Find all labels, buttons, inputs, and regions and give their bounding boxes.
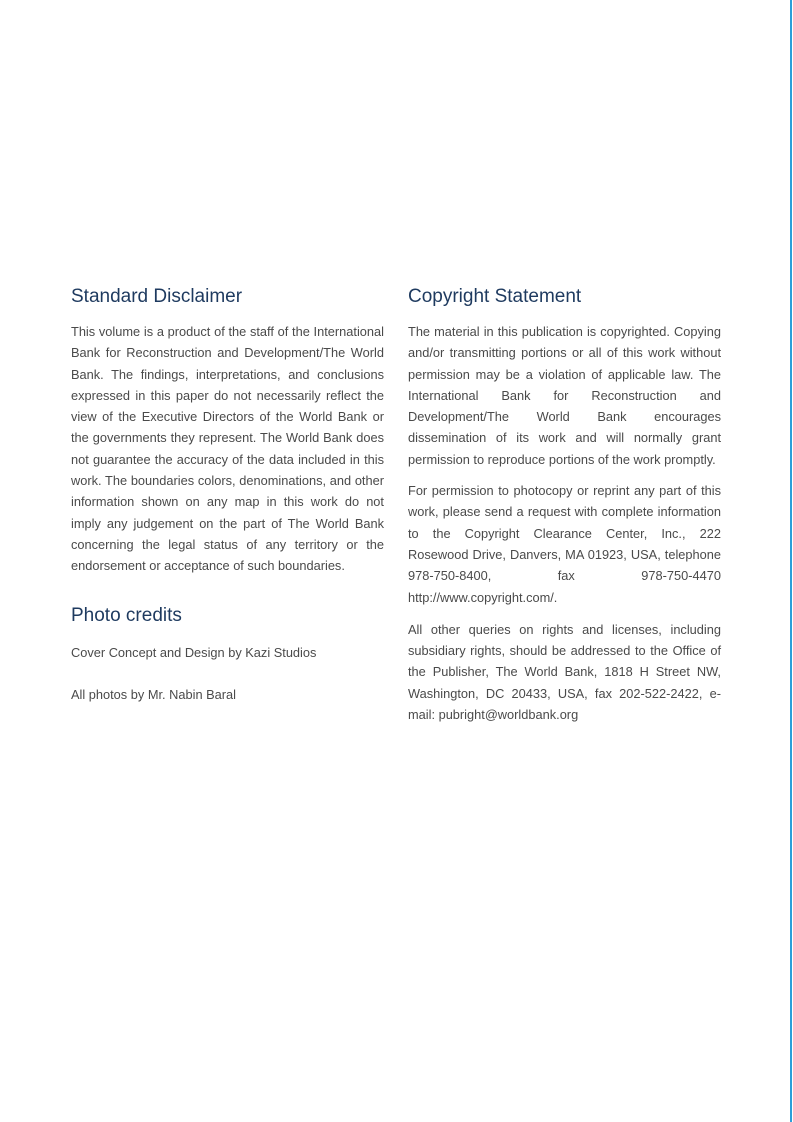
page-edge-rule — [790, 0, 792, 1122]
photo-credit-photos: All photos by Mr. Nabin Baral — [71, 686, 237, 702]
photo-credit-design: Cover Concept and Design by Kazi Studios — [71, 644, 317, 660]
right-column — [408, 284, 721, 725]
copyright-heading: Copyright Statement — [408, 286, 582, 307]
copyright-paragraph-2: For permission to photocopy or reprint any part of this work, please send a request with complete information to the Copyright Clearance Center, Inc., 222 Rosewood Drive, Danvers, MA 01923, USA, telephone 978-750-8400, fax 978-750-4470 http://www.copyright.com/. — [408, 483, 721, 605]
copyright-paragraph-3: All other queries on rights and licenses, including subsidiary rights, should be addressed to the Office of the Publisher, The World Bank, 1818 H Street NW, Washington, DC 20433, USA, fax 202-522-2422, e-mail: pubright@worldbank.org — [408, 621, 721, 723]
left-column — [71, 284, 384, 705]
disclaimer-body: This volume is a product of the staff of the International Bank for Reconstruction and Development/The World Bank. The findings, interpretations, and conclusions expressed in this paper do not necessarily reflect the view of the Executive Directors of the World Bank or the governments they represent. The World Bank does not guarantee the accuracy of the data included in this work. The boundaries colors, denominations, and other information shown on any map in this work do not imply any judgement on the part of The World Bank concerning the legal status of any territory or the endorsement or acceptance of such boundaries. — [71, 324, 384, 574]
disclaimer-heading: Standard Disclaimer — [71, 286, 243, 307]
photo-credits-heading: Photo credits — [71, 604, 182, 626]
copyright-paragraph-1: The material in this publication is copyrighted. Copying and/or transmitting portions or all of this work without permission may be a violation of applicable law. The International Bank for Reconstruction and Development/The World Bank encourages dissemination of its work and will normally grant permission to reproduce portions of the work promptly. — [408, 324, 721, 467]
